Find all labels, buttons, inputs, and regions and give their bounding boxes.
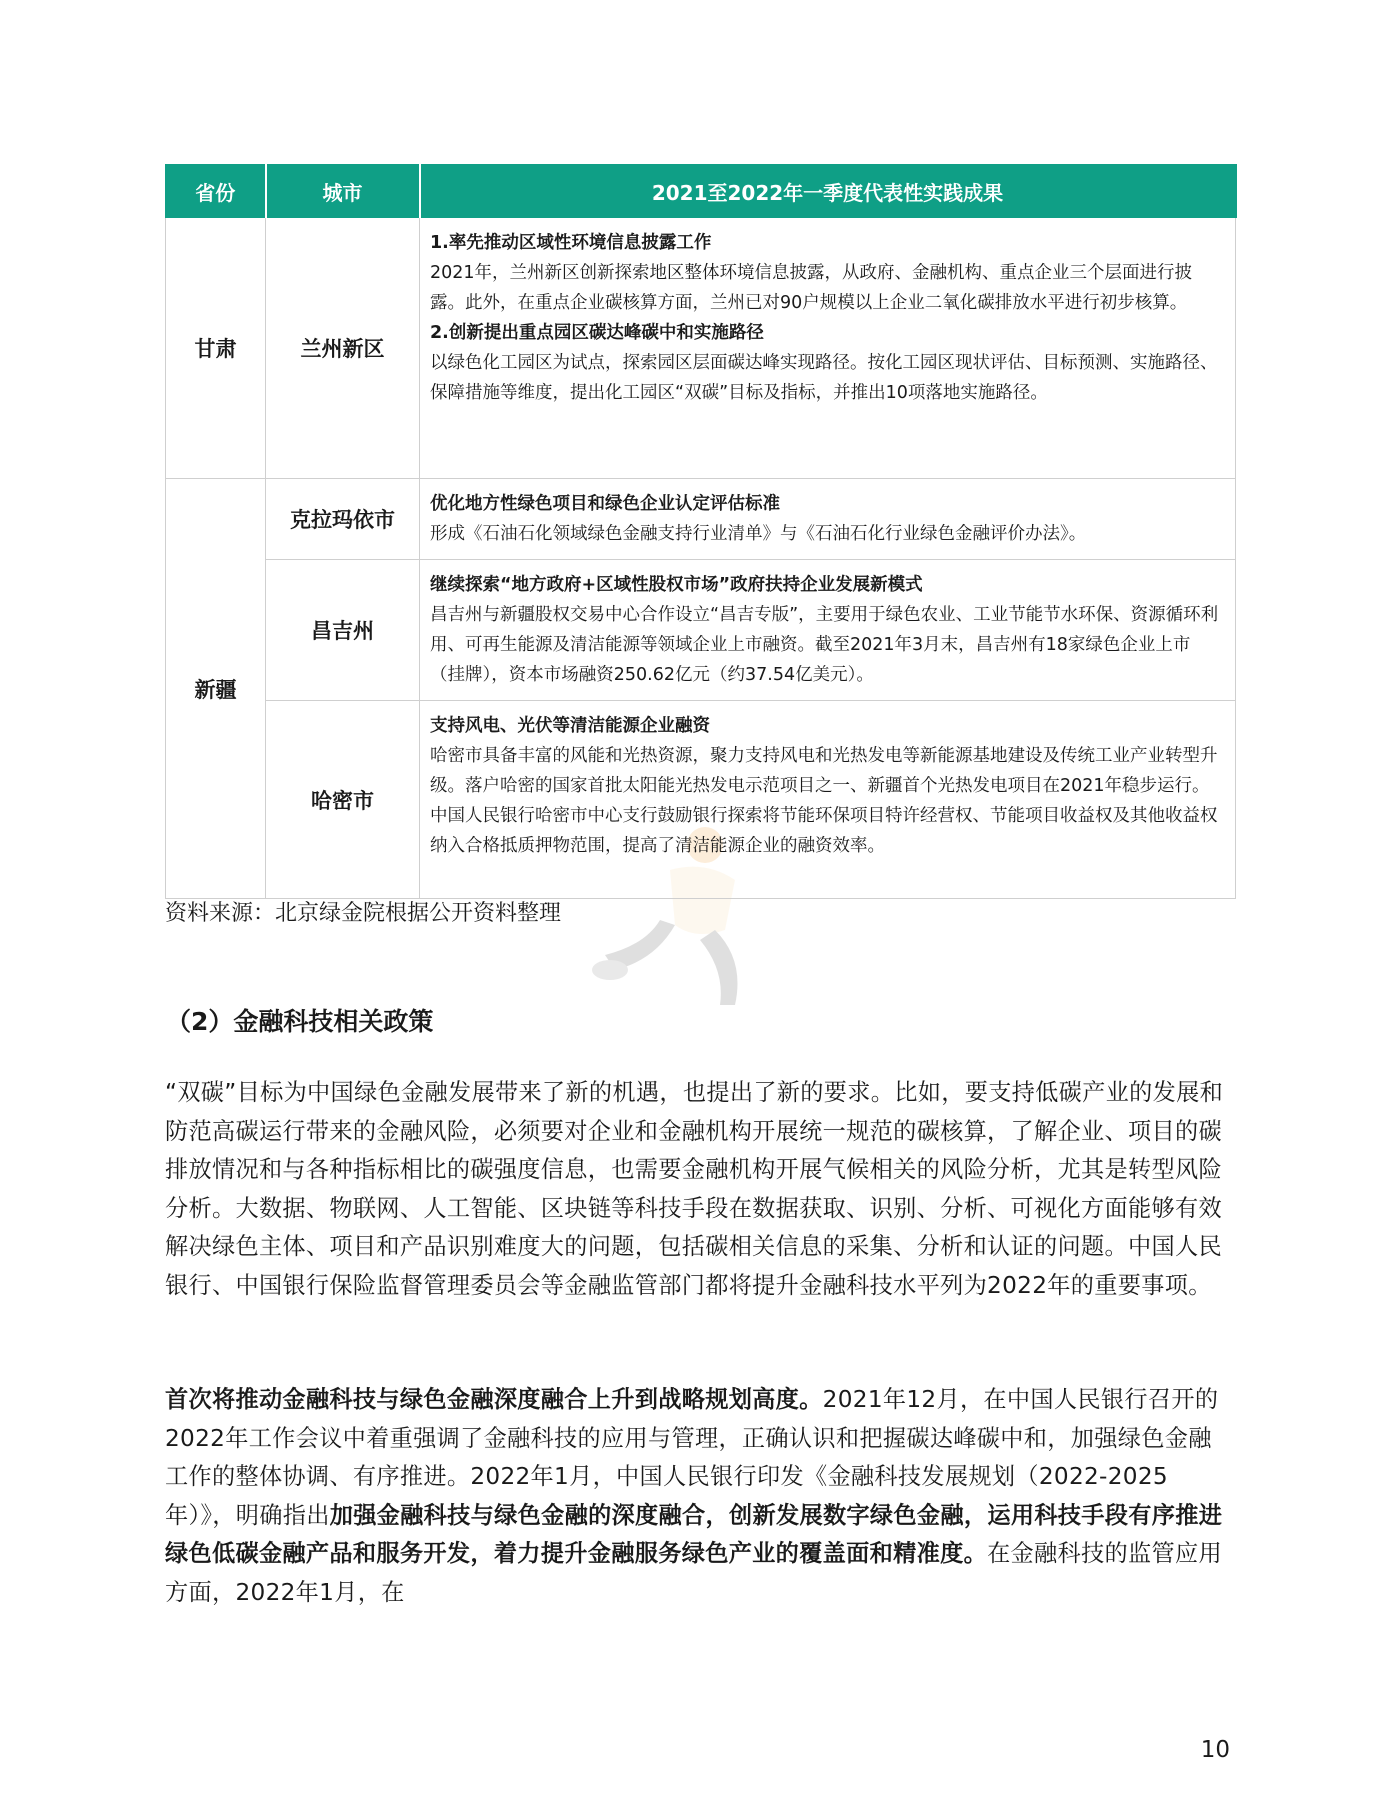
bold-statement: 首次将推动金融科技与绿色金融深度融合上升到战略规划高度。: [165, 1386, 823, 1413]
header-city: 城市: [266, 165, 420, 218]
results-cell: [420, 560, 1236, 701]
item-body: 哈密市具备丰富的风能和光热资源，聚力支持风电和光热发电等新能源基地建设及传统工业产业转型升级。落户哈密的国家首批太阳能光热发电示范项目之一、新疆首个光热发电项目在2021年稳步运行。中国人民银行哈密市中心支行鼓励银行探索将节能环保项目特许经营权、节能项目收益权及其他收益权纳入合格抵质押物范围，提高了清洁能源企业的融资效率。: [430, 746, 1218, 856]
item-body: 昌吉州与新疆股权交易中心合作设立“昌吉专版”，主要用于绿色农业、工业节能节水环保、资源循环利用、可再生能源及清洁能源等领域企业上市融资。截至2021年3月末，昌吉州有18家绿色企业上市（挂牌），资本市场融资250.62亿元（约37.54亿美元）。: [430, 605, 1219, 685]
bold-statement: 加强金融科技与绿色金融的深度融合，创新发展数字绿色金融，运用科技手段有序推进绿色低碳金融产品和服务开发，着力提升金融服务绿色产业的覆盖面和精准度。: [165, 1501, 1223, 1567]
city-cell: 哈密市: [266, 701, 420, 899]
paragraph-text: 在金融科技的监管应用方面，2022年1月，在: [165, 1540, 1222, 1606]
header-results: 2021至2022年一季度代表性实践成果: [420, 165, 1236, 218]
city-cell: 克拉玛依市: [266, 479, 420, 560]
item-body: 以绿色化工园区为试点，探索园区层面碳达峰实现路径。按化工园区现状评估、目标预测、实施路径、保障措施等维度，提出化工园区“双碳”目标及指标，并推出10项落地实施路径。: [430, 353, 1218, 403]
item-heading: 2.创新提出重点园区碳达峰碳中和实施路径: [430, 323, 764, 343]
item-heading: 1.率先推动区域性环境信息披露工作: [430, 233, 712, 253]
table-header-row: [166, 165, 1236, 218]
item-body: 形成《石油石化领域绿色金融支持行业清单》与《石油石化行业绿色金融评价办法》。: [430, 524, 1087, 544]
paragraph-text: 2021年12月，在中国人民银行召开的2022年工作会议中着重强调了金融科技的应用与管理，正确认识和把握碳达峰碳中和，加强绿色金融工作的整体协调、有序推进。2022年1月，中国人民银行印发《金融科技发展规划（2022-2025年）》，明确指出: [165, 1386, 1219, 1529]
policy-table: [165, 164, 1237, 899]
table-row: [166, 218, 1236, 479]
body-paragraph: [165, 1381, 1235, 1612]
city-cell: 兰州新区: [266, 218, 420, 479]
table-row: [166, 701, 1236, 899]
item-body: 2021年，兰州新区创新探索地区整体环境信息披露，从政府、金融机构、重点企业三个层面进行披露。此外，在重点企业碳核算方面，兰州已对90户规模以上企业二氧化碳排放水平进行初步核算。: [430, 263, 1193, 313]
item-heading: 支持风电、光伏等清洁能源企业融资: [430, 716, 710, 736]
results-cell: [420, 479, 1236, 560]
province-cell: 新疆: [166, 479, 266, 899]
page-number: 10: [1200, 1737, 1230, 1763]
item-heading: 优化地方性绿色项目和绿色企业认定评估标准: [430, 494, 780, 514]
results-cell: [420, 701, 1236, 899]
results-cell: [420, 218, 1236, 479]
province-cell: 甘肃: [166, 218, 266, 479]
table-row: [166, 560, 1236, 701]
table-row: [166, 479, 1236, 560]
header-province: 省份: [166, 165, 266, 218]
item-heading: 继续探索“地方政府+区域性股权市场”政府扶持企业发展新模式: [430, 575, 923, 595]
body-paragraph: “双碳”目标为中国绿色金融发展带来了新的机遇，也提出了新的要求。比如，要支持低碳产业的发展和防范高碳运行带来的金融风险，必须要对企业和金融机构开展统一规范的碳核算，了解企业、项目的碳排放情况和与各种指标相比的碳强度信息，也需要金融机构开展气候相关的风险分析，尤其是转型风险分析。大数据、物联网、人工智能、区块链等科技手段在数据获取、识别、分析、可视化方面能够有效解决绿色主体、项目和产品识别难度大的问题，包括碳相关信息的采集、分析和认证的问题。中国人民银行、中国银行保险监督管理委员会等金融监管部门都将提升金融科技水平列为2022年的重要事项。: [165, 1079, 1224, 1299]
section-title: （2）金融科技相关政策: [166, 1007, 434, 1036]
table-source-note: 资料来源：北京绿金院根据公开资料整理: [165, 901, 562, 926]
city-cell: 昌吉州: [266, 560, 420, 701]
